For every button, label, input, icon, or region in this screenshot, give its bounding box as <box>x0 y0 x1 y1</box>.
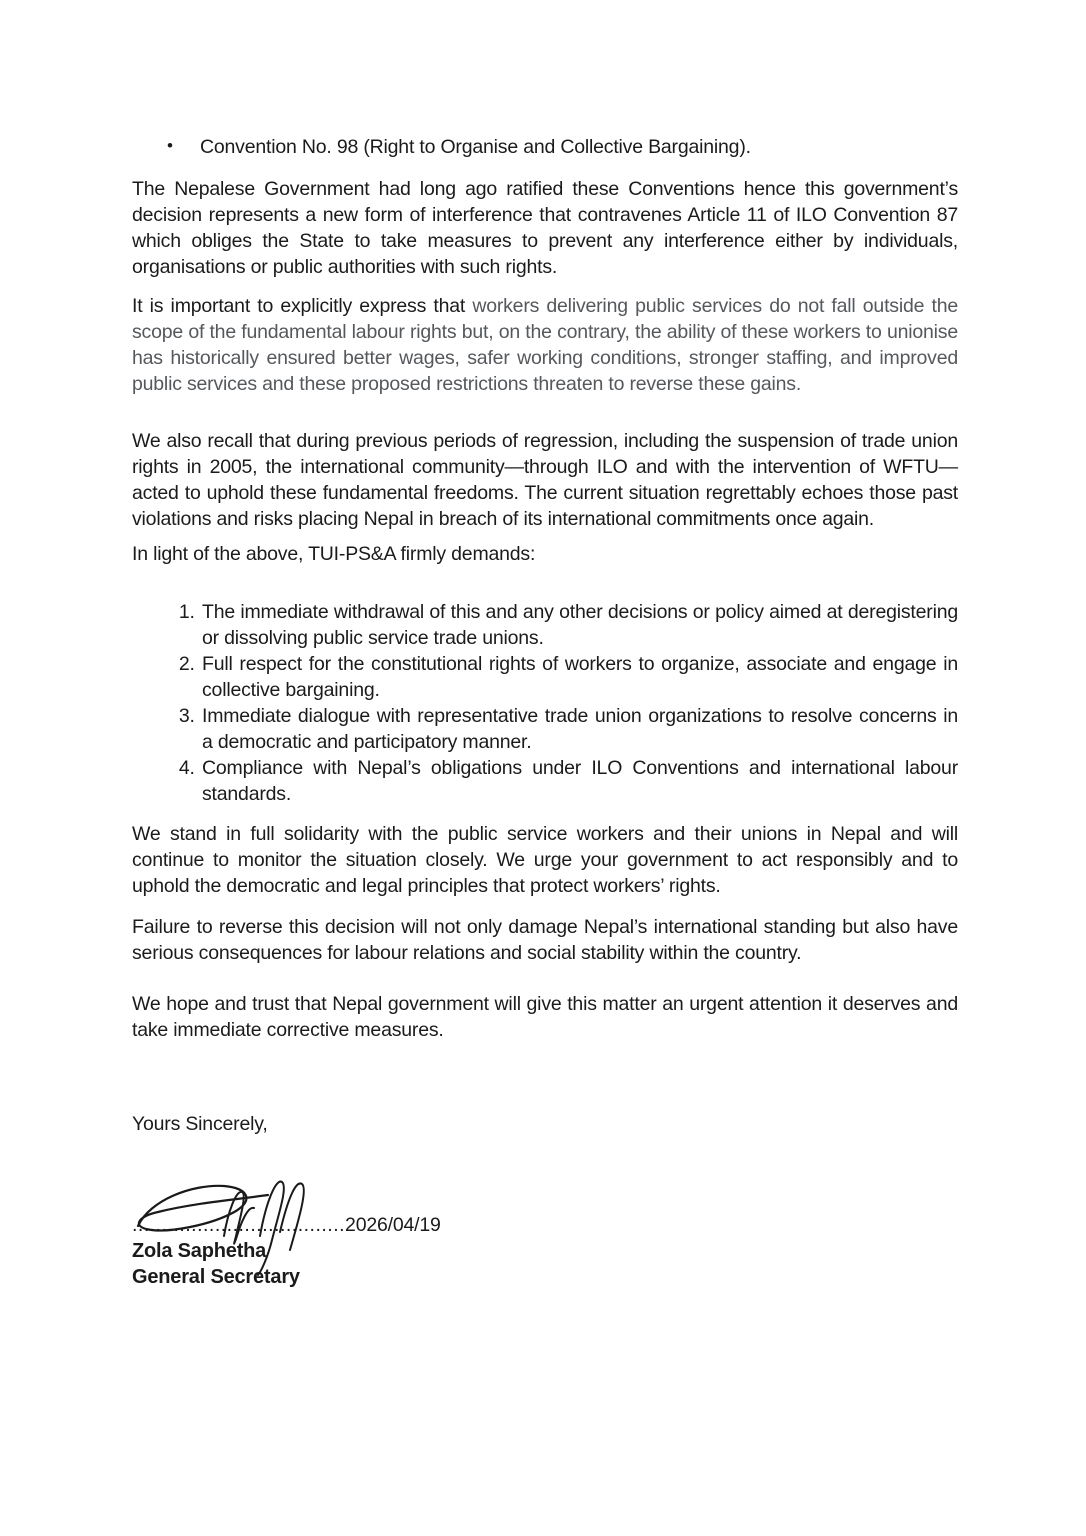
paragraph-gray-text: workers delivering public services do not fall outside the scope of the fundamental labour rights but, on the contrary, the ability of these workers to unionise has historically ensured better wages, safer working conditions, stronger staffing, and improved public services and these proposed restrictions threaten to reverse these gains. <box>132 295 958 395</box>
demands-intro: In light of the above, TUI-PS&A firmly demands: <box>132 543 536 565</box>
dotted-line: .................................... <box>132 1214 346 1236</box>
convention-bullet-list <box>132 134 958 160</box>
signature-line <box>132 1212 958 1238</box>
valediction: Yours Sincerely, <box>132 1113 268 1135</box>
paragraph-ratification: The Nepalese Government had long ago ratified these Conventions hence this government’s decision represents a new form of interference that contravenes Article 11 of ILO Convention 87 which obliges the State to take measures to prevent any interference either by individuals, organisations or public authorities with such rights. <box>132 178 958 278</box>
list-item <box>167 134 958 160</box>
bullet-icon: • <box>167 136 173 155</box>
date-text: 2026/04/19 <box>345 1214 441 1236</box>
paragraph-public-service-workers <box>132 293 958 397</box>
paragraph-lead-text: It is important to explicitly express that <box>132 295 473 317</box>
demands-list <box>132 599 958 807</box>
signatory-title: General Secretary <box>132 1266 300 1288</box>
paragraph-previous-regression: We also recall that during previous periods of regression, including the suspension of trade union rights in 2005, the international community—through ILO and with the intervention of WFTU—acted to uphold these fundamental freedoms. The current situation regrettably echoes those past violations and risks placing Nepal in breach of its international commitments once again. <box>132 430 958 530</box>
demand-item: 3. Immediate dialogue with representative trade union organizations to resolve concerns in a democratic and participatory manner. <box>200 703 958 755</box>
letter-body <box>132 134 958 1290</box>
signature-block <box>132 1212 958 1290</box>
bullet-item-text: Convention No. 98 (Right to Organise and Collective Bargaining). <box>200 136 751 158</box>
demand-item: 1. The immediate withdrawal of this and any other decisions or policy aimed at deregistering or dissolving public service trade unions. <box>200 599 958 651</box>
paragraph-failure-warning: Failure to reverse this decision will not only damage Nepal’s international standing but also have serious consequences for labour relations and social stability within the country. <box>132 916 958 964</box>
signatory-name: Zola Saphetha <box>132 1240 267 1262</box>
demand-item: 4. Compliance with Nepal’s obligations under ILO Conventions and international labour standards. <box>200 755 958 807</box>
paragraph-hope-trust: We hope and trust that Nepal government will give this matter an urgent attention it deserves and take immediate corrective measures. <box>132 993 958 1041</box>
paragraph-solidarity: We stand in full solidarity with the public service workers and their unions in Nepal and will continue to monitor the situation closely. We urge your government to act responsibly and to uphold the democratic and legal principles that protect workers’ rights. <box>132 823 958 897</box>
demand-item: 2. Full respect for the constitutional rights of workers to organize, associate and engage in collective bargaining. <box>200 651 958 703</box>
